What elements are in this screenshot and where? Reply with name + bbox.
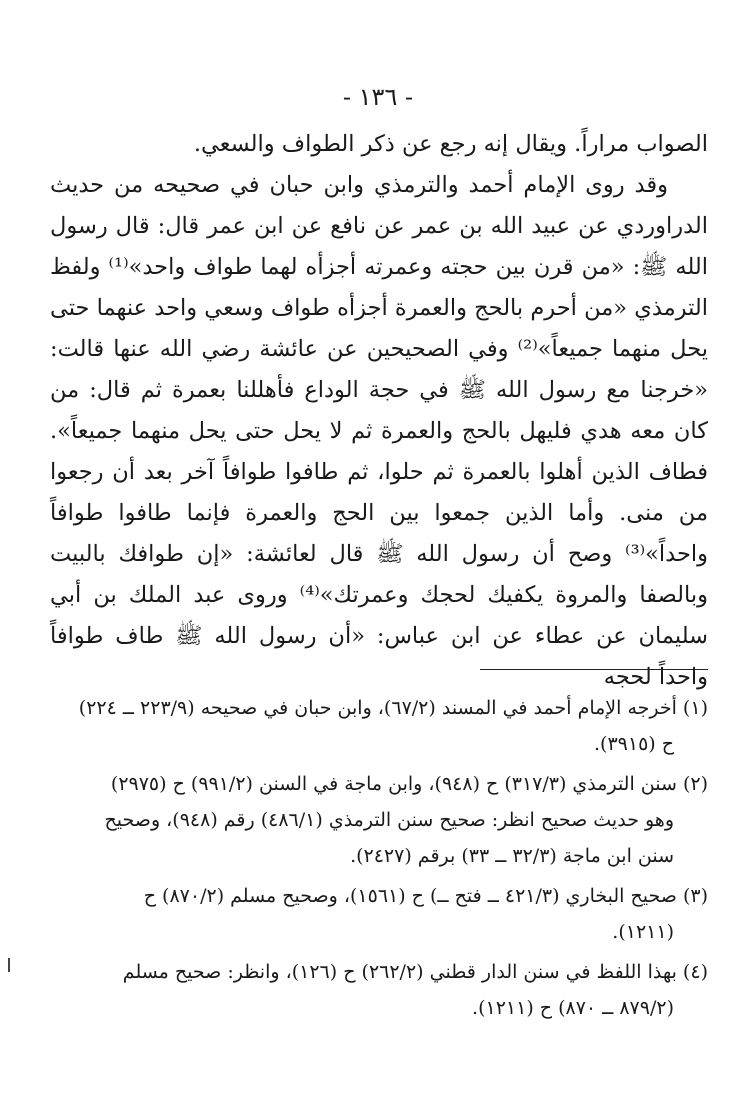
footnote-3-line-1: (٣) صحيح البخاري (٤٢١/٣ ــ فتح ــ) ح (١٥٦١)، وصحيح مسلم (٨٧٠/٢) ح [143, 885, 708, 907]
footnote-1-line-2: ح (٣٩١٥). [594, 733, 674, 755]
footnote-2-line-2: وهو حديث صحيح انظر: صحيح سنن الترمذي (٤٨٦/١) رقم (٩٤٨)، وصحيح [104, 809, 674, 831]
footnote-1-line-1: (١) أخرجه الإمام أحمد في المسند (٦٧/٢)، وابن حبان في صحيحه (٢٢٣/٩ ــ ٢٢٤) [78, 697, 708, 719]
footnote-4-line-1: (٤) بهذا اللفظ في سنن الدار قطني (٢٦٢/٢) ح (١٢٦)، وانظر: صحيح مسلم [122, 961, 708, 983]
footnote-4-line-2: (٨٧٩/٢ ــ ٨٧٠) ح (١٢١١). [472, 997, 674, 1019]
footnotes [50, 690, 708, 1030]
main-text [50, 124, 708, 698]
footnote-2 [50, 766, 708, 874]
footnote-4 [50, 954, 708, 1026]
footnote-3-line-2: (١٢١١). [612, 921, 674, 943]
footnote-separator [480, 669, 708, 670]
footnote-3 [50, 878, 708, 950]
footnote-2-line-3: سنن ابن ماجة (٣٢/٣ ــ ٣٣) برقم (٢٤٢٧). [350, 845, 674, 867]
paragraph-1: الصواب مراراً. ويقال إنه رجع عن ذكر الطواف والسعي. [193, 131, 708, 157]
paragraph-2: وقد روى الإمام أحمد والترمذي وابن حبان في صحيحه من حديث الدراوردي عن عبيد الله بن عمر عن نافع عن ابن عمر قال: قال رسول الله ﷺ: «من قرن بين حجته وعمرته أجزأه لهما طواف واحد»⁽¹⁾ ولفظ الترمذي «من أحرم بالحج والعمرة أجزأه طواف وسعي واحد عنهما حتى يحل منهما جميعاً»⁽²⁾ وفي الصحيحين عن عائشة رضي الله عنها قالت: «خرجنا مع رسول الله ﷺ في حجة الوداع فأهللنا بعمرة ثم قال: من كان معه هدي فليهل بالحج والعمرة ثم لا يحل حتى يحل منهما جميعاً». فطاف الذين أهلوا بالعمرة ثم حلوا، ثم طافوا طوافاً آخر بعد أن رجعوا من منى. وأما الذين جمعوا بين الحج والعمرة فإنما طافوا طوافاً واحداً»⁽³⁾ وصح أن رسول الله ﷺ قال لعائشة: «إن طوافك بالبيت وبالصفا والمروة يكفيك لحجك وعمرتك»⁽⁴⁾ وروى عبد الملك بن أبي سليمان عن عطاء عن ابن عباس: «أن رسول الله ﷺ طاف طوافاً واحداً لحجه [50, 172, 709, 690]
footnote-2-line-1: (٢) سنن الترمذي (٣١٧/٣) ح (٩٤٨)، وابن ماجة في السنن (٩٩١/٢) ح (٢٩٧٥) [110, 773, 708, 795]
margin-mark [8, 958, 10, 972]
page-number: - ١٣٦ - [342, 83, 414, 111]
footnote-1 [50, 690, 708, 762]
